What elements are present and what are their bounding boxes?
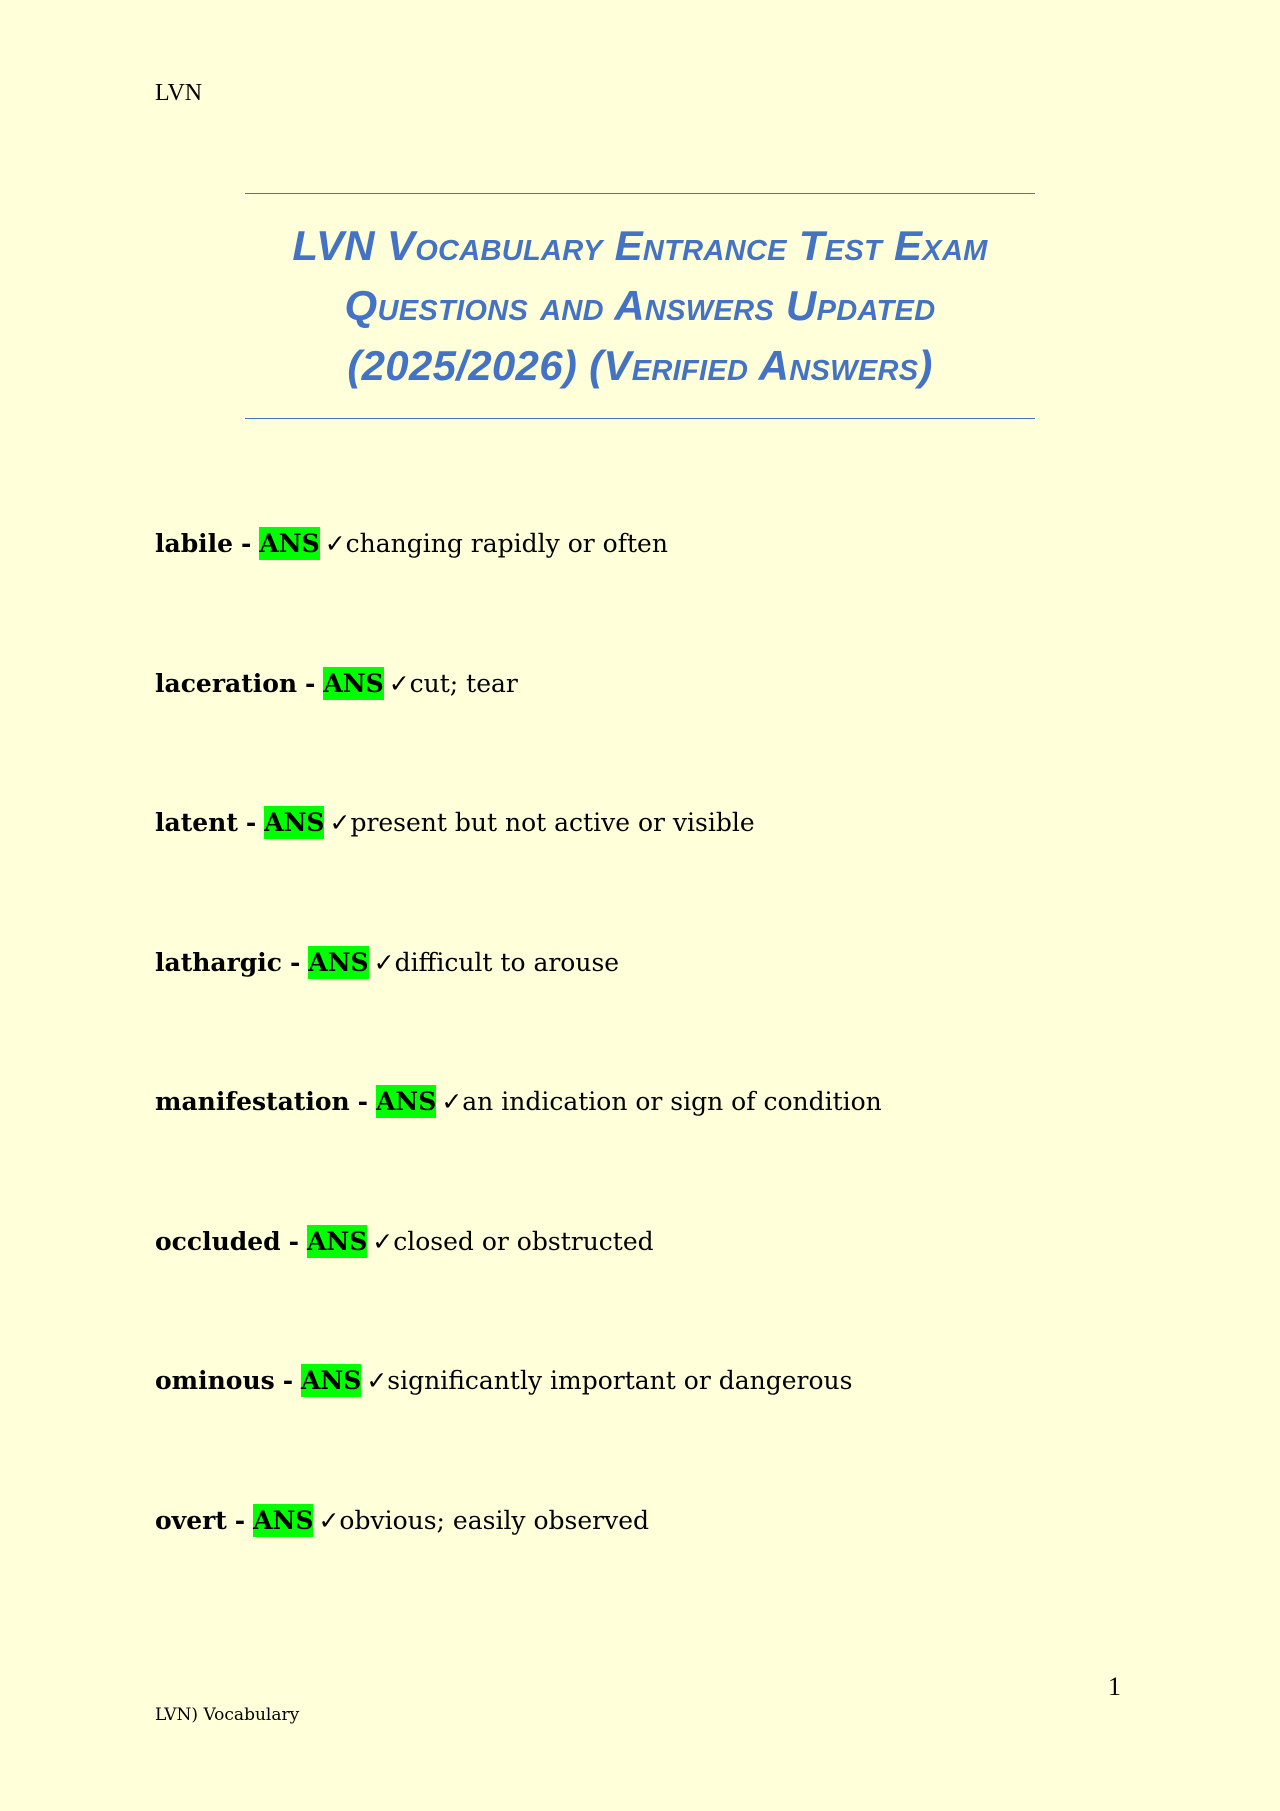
- ans-highlight: ANS: [264, 808, 325, 837]
- vocab-separator: -: [305, 668, 316, 698]
- checkmark-icon: ✓: [318, 1505, 340, 1535]
- vocab-term: overt: [155, 1505, 227, 1535]
- vocab-separator: -: [288, 1226, 300, 1256]
- vocab-separator: -: [289, 947, 301, 977]
- document-title: [245, 193, 1035, 419]
- vocab-term: lathargic: [155, 947, 282, 977]
- vocab-definition: changing rapidly or often: [345, 529, 668, 558]
- vocabulary-list: [155, 524, 1155, 1640]
- ans-highlight: ANS: [259, 529, 320, 558]
- checkmark-icon: ✓: [366, 1366, 388, 1395]
- vocab-term: occluded: [155, 1226, 281, 1256]
- ans-highlight: ANS: [253, 1505, 314, 1535]
- title-line-3: (2025/2026) (Verified Answers): [347, 342, 933, 389]
- vocab-term: labile: [155, 529, 234, 558]
- ans-highlight: ANS: [308, 947, 369, 977]
- ans-highlight: ANS: [376, 1087, 437, 1116]
- ans-highlight: ANS: [306, 1226, 368, 1256]
- vocab-entry: [155, 1501, 1155, 1641]
- vocab-entry: [155, 943, 1155, 1083]
- vocab-separator: -: [282, 1366, 294, 1395]
- vocab-term: ominous: [155, 1366, 275, 1395]
- ans-highlight: ANS: [323, 668, 384, 698]
- vocab-definition: closed or obstructed: [393, 1226, 654, 1256]
- vocab-definition: difficult to arouse: [394, 947, 620, 977]
- vocab-separator: -: [357, 1087, 369, 1116]
- footer-text: LVN) Vocabulary: [155, 1705, 300, 1725]
- vocab-definition: cut; tear: [409, 668, 518, 698]
- vocab-entry: [155, 1361, 1155, 1501]
- checkmark-icon: ✓: [324, 529, 346, 558]
- vocab-definition: significantly important or dangerous: [387, 1366, 853, 1395]
- title-line-1: LVN Vocabulary Entrance Test Exam: [292, 222, 988, 269]
- checkmark-icon: ✓: [373, 947, 395, 977]
- vocab-definition: an indication or sign of condition: [462, 1087, 882, 1116]
- vocab-separator: -: [241, 529, 252, 558]
- vocab-entry: [155, 1082, 1155, 1222]
- checkmark-icon: ✓: [441, 1087, 463, 1116]
- page-number: 1: [1108, 1672, 1121, 1701]
- ans-highlight: ANS: [301, 1366, 362, 1395]
- vocab-definition: obvious; easily observed: [339, 1505, 650, 1535]
- vocab-separator: -: [245, 808, 257, 837]
- checkmark-icon: ✓: [372, 1226, 394, 1256]
- checkmark-icon: ✓: [329, 808, 351, 837]
- checkmark-icon: ✓: [388, 668, 410, 698]
- vocab-entry: [155, 524, 1155, 664]
- vocab-separator: -: [234, 1505, 246, 1535]
- vocab-entry: [155, 664, 1155, 804]
- vocab-entry: [155, 803, 1155, 943]
- vocab-term: latent: [155, 808, 238, 837]
- vocab-entry: [155, 1222, 1155, 1362]
- vocab-term: manifestation: [155, 1087, 350, 1116]
- vocab-definition: present but not active or visible: [350, 808, 755, 837]
- vocab-term: laceration: [155, 668, 298, 698]
- title-line-2: Questions and Answers Updated: [344, 282, 936, 329]
- running-header: LVN: [155, 80, 203, 106]
